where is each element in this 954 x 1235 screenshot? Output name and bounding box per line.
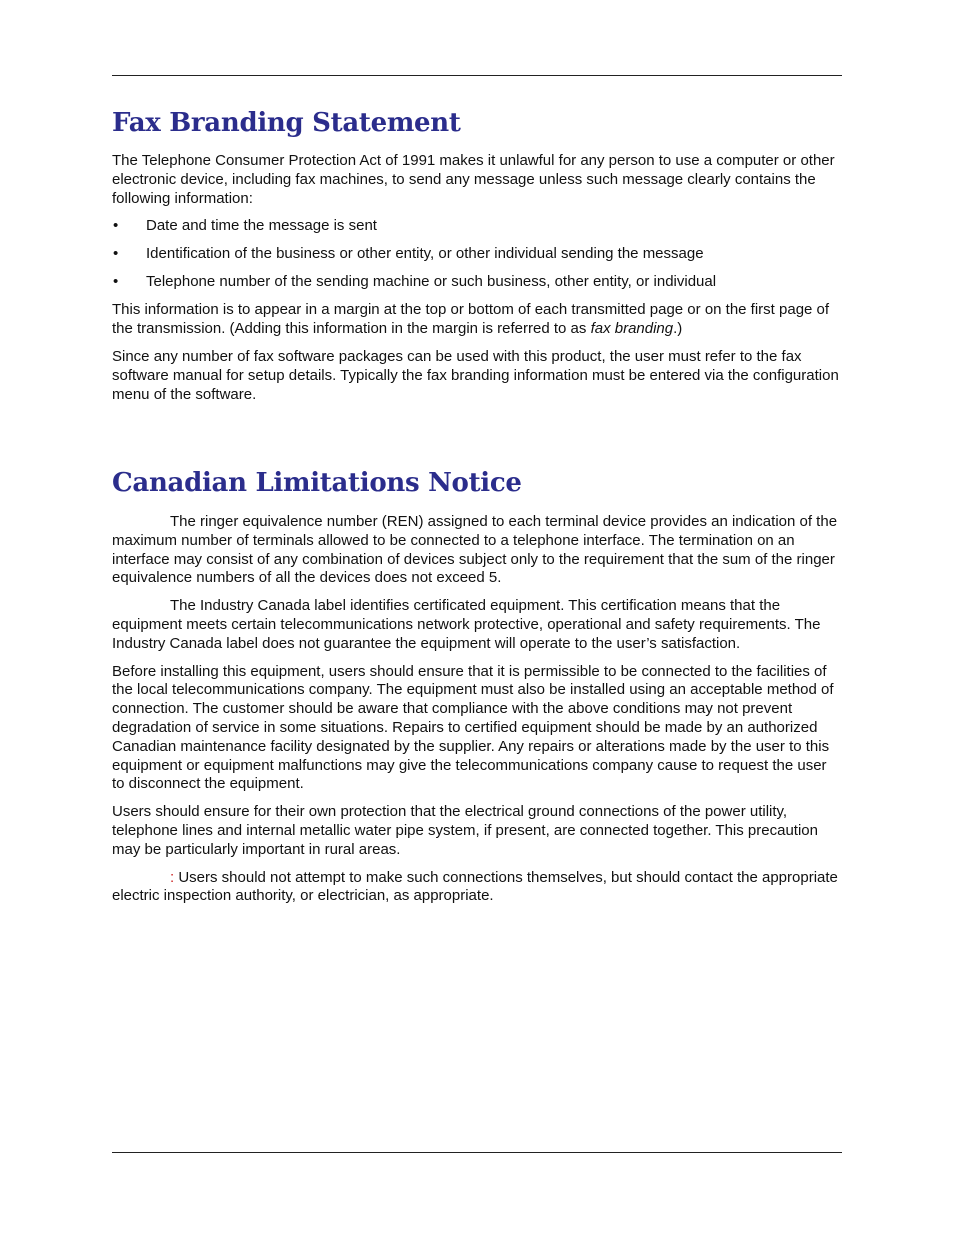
fax-margin-text-end: .): [673, 320, 683, 338]
fax-branding-body: [112, 152, 842, 404]
bullet-icon: •: [113, 217, 119, 235]
bullet-icon: •: [113, 273, 119, 291]
footer-rule: [112, 1152, 842, 1153]
fax-branding-heading: Fax Branding Statement: [112, 108, 461, 138]
fax-margin-paragraph: [112, 301, 842, 339]
list-item: [112, 245, 842, 264]
fax-software-paragraph: Since any number of fax software packages can be used with this product, the user must refer to the fax software manual for setup details. Typically the fax branding information must be entered via the configuration menu of the software.: [112, 347, 839, 403]
canadian-limitations-body: [112, 513, 842, 906]
ground-connection-paragraph: Users should ensure for their own protection that the electrical ground connections of the power utility, telephone lines and internal metallic water pipe system, if present, are connected together. This precaution may be particularly important in rural areas.: [112, 803, 818, 858]
list-item: [112, 273, 842, 292]
caution-paragraph: [112, 869, 842, 907]
canadian-limitations-heading: Canadian Limitations Notice: [112, 468, 522, 498]
caution-text: Users should not attempt to make such connections themselves, but should contact the appropriate electric inspection authority, or electrician, as appropriate.: [112, 868, 838, 905]
industry-canada-label-paragraph: The Industry Canada label identifies certificated equipment. This certification means that the equipment meets certain telecommunications network protective, operational and safety requirements. The Industry Canada label does not guarantee the equipment will operate to the user’s satisfaction.: [112, 597, 821, 652]
ren-paragraph: The ringer equivalence number (REN) assigned to each terminal device provides an indication of the maximum number of terminals allowed to be connected to a telephone interface. The termination on an interface may consist of any combination of devices subject only to the requirement that the sum of the ringer equivalence numbers of all the devices does not exceed 5.: [112, 513, 838, 587]
list-item-text: Date and time the message is sent: [146, 217, 377, 235]
fax-margin-text: This information is to appear in a margin at the top or bottom of each transmitted page or on the first page of the transmission. (Adding this information in the margin is referred to as: [112, 301, 830, 338]
caution-marker: :: [170, 868, 175, 886]
list-item-text: Identification of the business or other entity, or other individual sending the message: [146, 245, 704, 263]
list-item-text: Telephone number of the sending machine or such business, other entity, or individual: [146, 273, 717, 291]
fax-branding-term: fax branding: [590, 320, 674, 338]
list-item: [112, 217, 842, 236]
fax-intro-paragraph: The Telephone Consumer Protection Act of 1991 makes it unlawful for any person to use a computer or other electronic device, including fax machines, to send any message unless such message clearly contains the following information:: [112, 152, 835, 207]
fax-requirements-list: [112, 217, 842, 292]
installation-paragraph: Before installing this equipment, users should ensure that it is permissible to be connected to the facilities of the local telecommunications company. The equipment must also be installed using an acceptable method of connection. The customer should be aware that compliance with the above conditions may not prevent degradation of service in some situations. Repairs to certified equipment should be made by an authorized Canadian maintenance facility designated by the supplier. Any repairs or alterations made by the user to this equipment or equipment malfunctions may give the telecommunications company cause to request the user to disconnect the equipment.: [112, 662, 834, 793]
bullet-icon: •: [113, 245, 119, 263]
header-rule: [112, 75, 842, 76]
